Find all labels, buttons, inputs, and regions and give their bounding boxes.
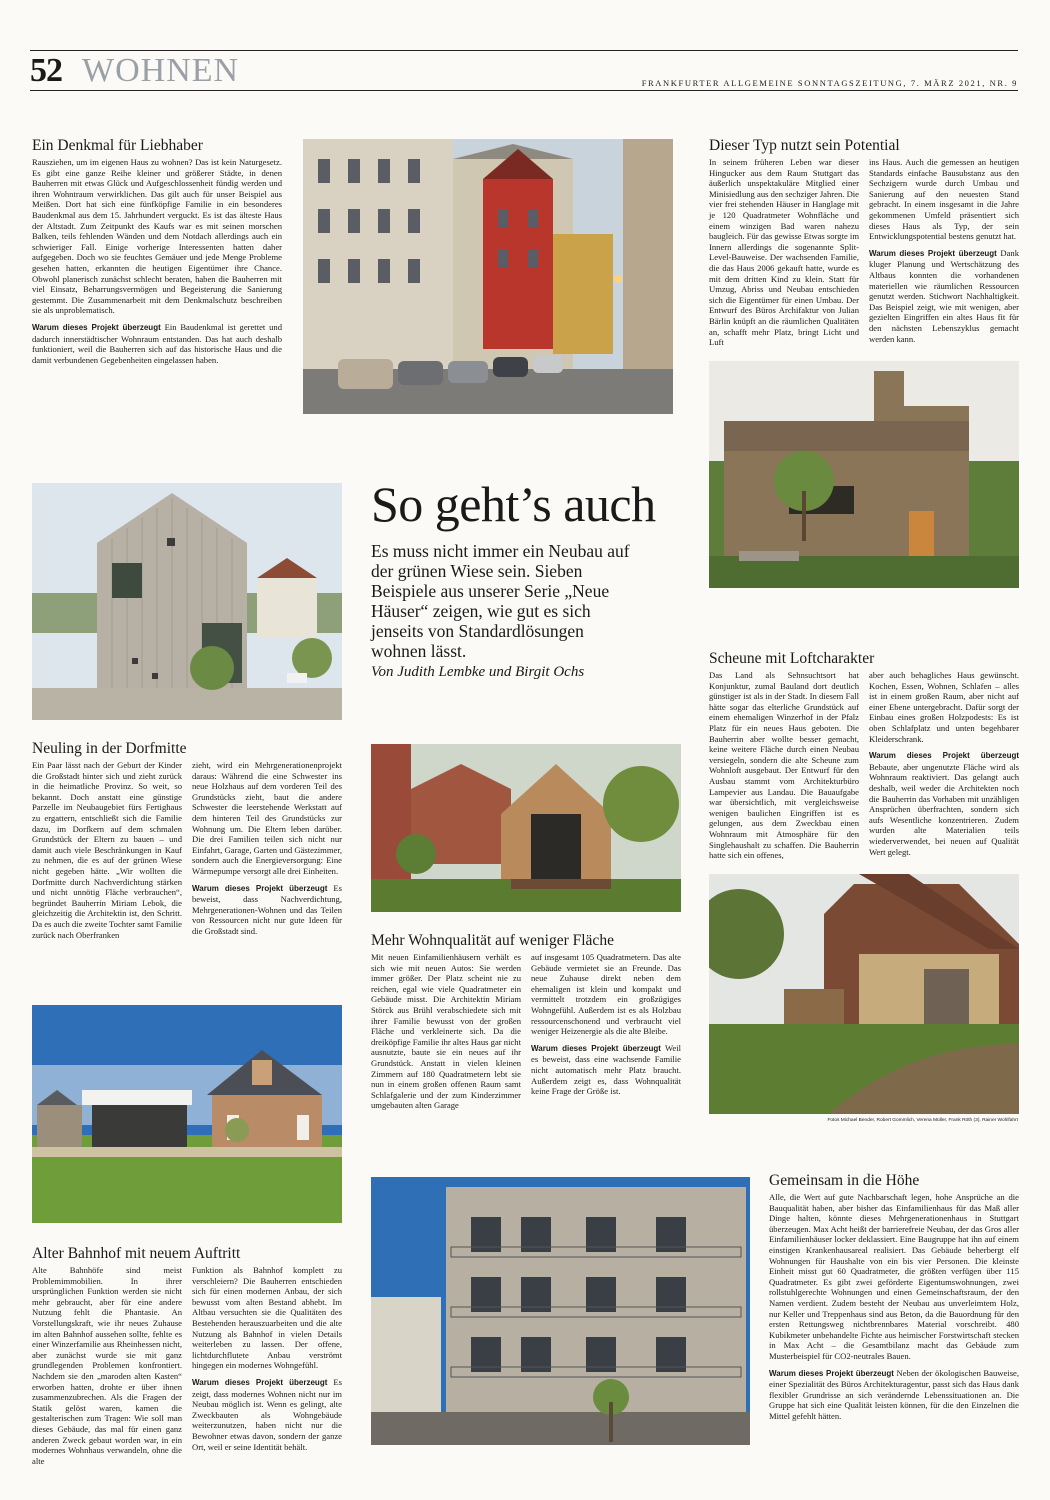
article-hoehe — [769, 1172, 1019, 1427]
verdict-lead: Warum dieses Projekt überzeugt — [32, 322, 161, 332]
article-scheune — [709, 650, 1019, 867]
article-title: Neuling in der Dorfmitte — [32, 740, 187, 757]
verdict-lead: Warum dieses Projekt überzeugt — [869, 751, 1019, 761]
street-photo — [303, 139, 673, 414]
verdict-lead: Warum dieses Projekt überzeugt — [192, 1377, 328, 1387]
top-rule — [30, 50, 1018, 51]
verdict-text: Neben der ökologischen Bauweise, einer Spezialität des Büros Architekturagentur, passt sich das Haus dank flexibler Grundrisse an sich verändernde Lebenssituationen an. Die Gruppe hat sich eine Qualität leisten können, für die den Einzelnen die Mittel gefehlt hätten. — [769, 1367, 1019, 1421]
article-body-cont: Funktion als Bahnhof komplett zu verschleiern? Die Bauherren entschieden sich für einen modernen Anbau, der sich bewusst vom alten Bestand abhebt. Im Altbau versuchten sie die Qualitäten des Bestehenden herauszuarbeiten und die alte Nutzung als Bahnhof in vielen Details weiterleben zu lassen. Der offene, lichtdurchflutete Anbau verströmt hingegen ein modernes Wohngefühl. — [192, 1265, 342, 1371]
article-body: Ein Paar lässt nach der Geburt der Kinder die Großstadt hinter sich und zieht zurück in die heimatliche Provinz. So weit, so bekannt. Doch anstatt eine günstige Parzelle im Neubaugebiet fürs Fertighaus zu ergattern, entschließt sich die Familie dazu, im Dorfkern auf dem schmalen Grundstück der Eltern zu bauen – und damit auch viele Beschränkungen in Kauf zu nehmen, die es auf der grünen Wiese nicht gegeben hätte. „Wir wollten die Dorfmitte durch Nachverdichtung stärken und nicht unnötig Fläche verbrauchen“, begründet Bauherrin Miriam Lebok, die gleichzeitig die Architektin ist, den Schritt. Da es auch die zweite Tochter samt Familie zurück nach Oberfranken — [32, 760, 182, 940]
verdict-text: Weil es beweist, dass eine wachsende Familie nicht automatisch mehr Platz braucht. Außerdem zeigt es, dass Wohnqualität keine Frage der Größe ist. — [531, 1042, 681, 1097]
article-title: Alter Bahnhof mit neuem Auftritt — [32, 1245, 241, 1262]
article-body: Alte Bahnhöfe sind meist Problemimmobilien. In ihrer ursprünglichen Funktion werden sie nicht mehr gebraucht, aber für eine andere Nutzung fehlt die Phantasie. An Vorstellungskraft, wie ihr neues Zuhause im alten Bahnhof aussehen sollte, fehlte es einer Winzerfamilie aus Rheinhessen nicht, aber zunächst wurde sie mit ganz grundlegenden Problemen konfrontiert. Nachdem sie den „maroden alten Kasten“ erworben hatten, drohte er über ihnen zusammenzubrechen. Als die Fragen der Statik gelöst waren, kamen die gestalterischen zum Tragen: Wie soll man dieses Gebäude, das mal für einen ganz anderen Zweck gebaut worden war, in ein modernes Wohnhaus verwandeln, ohne die alte — [32, 1265, 182, 1466]
article-title: Gemeinsam in die Höhe — [769, 1172, 920, 1189]
garden-house-photo — [371, 744, 681, 912]
station-photo — [32, 1005, 342, 1223]
article-wohnqualitaet — [371, 932, 681, 1117]
feature-deck: Es muss nicht immer ein Neubau auf der grünen Wiese sein. Sieben Beispiele aus unserer Serie „Neue Häuser“ zeigen, wie gut es sich jenseits von Standardlösungen wohnen lässt. — [371, 541, 630, 661]
verdict-lead: Warum dieses Projekt überzeugt — [531, 1043, 661, 1053]
house-photo — [709, 361, 1019, 588]
article-body-cont: ins Haus. Auch die gemessen an heutigen Standards einfache Bausubstanz aus den Sechzigern wurde durch Umbau und Sanierung auf den neuesten Stand gebracht. In einem insgesamt in die Jahre gekommenen Umfeld präsentiert sich dieses Haus als Typ, der sein Entwicklungspotential bestens genutzt hat. — [869, 157, 1019, 242]
article-neuling — [32, 740, 342, 946]
verdict-lead: Warum dieses Projekt überzeugt — [192, 883, 328, 893]
article-body: Das Land als Sehnsuchtsort hat Konjunktur, zumal Bauland dort deutlich günstiger ist als in der Stadt. In diesem Fall hätte sogar das elterliche Grundstück auf einem ehemaligen Winzerhof in der Pfalz Platz für ein neues Haus geboten. Die Bauherrin aber wollte besser gemacht, keine weitere Fläche durch einen Neubau versiegeln, sondern die alte Scheune zum Wohnloft ausgebaut. Der Entwurf für den Ausbau stammt vom Architekturbüro Lampevier aus Landau. Die Bauaufgabe war übersichtlich, mit vergleichsweise wenigen baulichen Eingriffen ist es gelungen, aus dem Zweckbau einen Wohnraum mit Atmosphäre für den Singlehaushalt zu schaffen. Die Bauherrin hatte sich ein offenes, — [709, 670, 859, 861]
verdict-text: Bebaute, aber ungenutzte Fläche wird als Wohnraum reaktiviert. Das gelangt auch deshalb, weil weder die Architekten noch die Bauherrin das Vorhaben mit unzähligen Ansprüchen überfrachten, sondern sich aufs Wesentliche konzentrieren. Zudem wurden alte Materialien teils wiederverwendet, bei neuen auf Qualität Wert gelegt. — [869, 761, 1019, 857]
building-photo — [371, 1177, 750, 1445]
article-body-cont: aber auch behagliches Haus gewünscht. Kochen, Essen, Wohnen, Schlafen – alles ist in einem großen Raum, aber nicht auf einer Ebene untergebracht. Dafür sorgt der Einbau eines großen Holzpodests: Es ist oben Schlafplatz und unten begehbarer Kleiderschrank. — [869, 670, 1019, 744]
page-number: 52 — [30, 52, 62, 89]
section-title: WOHNEN — [82, 52, 240, 89]
verdict-text: Dank kluger Planung und Wertschätzung des Altbaus konnten die vorhandenen materiellen wie räumlichen Ressourcen genutzt werden. Stichwort Nachhaltigkeit. Das Beispiel zeigt, wie mit wenigen, aber gezielten Eingriffen ein altes Haus fit für den nächsten Lebenszyklus gemacht werden kann. — [869, 247, 1020, 344]
article-body-cont: auf insgesamt 105 Quadratmetern. Das alte Gebäude vermietet sie an Freunde. Das neue Zuhause direkt neben dem ehemaligen ist klein und kompakt und vermittelt trotzdem ein großzügiges Wohngefühl. Außerdem ist es als Holzbau ressourcenschonend und verbraucht viel weniger Heizenergie als die alte Bleibe. — [531, 952, 681, 1037]
article-title: Dieser Typ nutzt sein Potential — [709, 137, 900, 154]
verdict-text: Es beweist, dass Nachverdichtung, Mehrgenerationen-Wohnen und das Teilen von Ressourcen nicht nur gute Ideen für die Großstadt sind. — [192, 882, 342, 936]
verdict-lead: Warum dieses Projekt überzeugt — [769, 1368, 894, 1378]
wooden-house-photo — [32, 483, 342, 720]
verdict-lead: Warum dieses Projekt überzeugt — [869, 248, 997, 258]
article-body: Alle, die Wert auf gute Nachbarschaft legen, hohe Ansprüche an die Bauqualität haben, aber bisher das Einfamilienhaus für das Maß aller Dinge halten, könnte dieses Mehrgenerationenhaus in Stuttgart überzeugen. Max Acht heißt der barrierefreie Neubau, der das Gros aller Einfamilienhäuser locker deklassiert. Eine Baugruppe hat ihn auf einem einstigen Krankenhausareal realisiert. Das Gebäude beherbergt elf Wohnungen für Haushalte von ein bis vier Personen. Die kleinste Einheit misst gut 60 Quadratmeter, die größten verfügen über 115 Quadratmeter. Es gibt zwei geförderte Eigentumswohnungen, zwei rollstuhlgerechte Wohnungen und einen Gemeinschaftsraum, der den Namen verdient. Zudem besteht der Neubau aus unverleimtem Holz, nur Keller und Treppenhaus sind aus Beton, da die Bauordnung für den ersten Rettungsweg nichtbrennbares Material vorschreibt. 480 Kubikmeter unbehandelte Fichte aus heimischer Forstwirtschaft stecken in Max Acht – die Gesamtbilanz macht das Gebäude zum Musterbeispiel für CO2-neutrales Bauen. — [769, 1192, 1019, 1361]
verdict-text: Es zeigt, dass modernes Wohnen nicht nur im Neubau möglich ist. Wenn es gelingt, alte Zweckbauten als Wohngebäude weiterzunutzen, haben nicht nur die Bewohner etwas davon, sondern der ganze Ort, weil er seine Identität behält. — [192, 1376, 342, 1452]
article-denkmal — [32, 137, 282, 371]
article-title: Mehr Wohnqualität auf weniger Fläche — [371, 932, 614, 949]
article-body: In seinem früheren Leben war dieser Hingucker aus dem Raum Stuttgart das äußerlich unspektakuläre Mitglied einer Minisiedlung aus den sechziger Jahren. Die vier frei stehenden Häuser in Hanglage mit je 120 Quadratmeter Wohnfläche und einem winzigen Bad waren nahezu baugleich. Für das gewisse Etwas sorgte im Innern allerdings die sogenannte Split-Level-Bauweise. Der wachsenden Familie, die das Haus 2006 gekauft hatte, wurde es mit dem dritten Kind zu klein. Statt für Umzug, Abriss und Neubau entschieden sich die Eigentümer für einen Umbau. Der Entwurf des Büros Archifaktur von Julian Bärlin knüpft an die räumlichen Qualitäten an, schafft mehr Platz, bringt Licht und Luft — [709, 157, 859, 348]
article-title: Ein Denkmal für Liebhaber — [32, 137, 203, 154]
article-body: Mit neuen Einfamilienhäusern verhält es sich wie mit neuen Autos: Sie werden immer größer. Der Platz scheint nie zu reichen, egal wie viele Quadratmeter ein Gebäude misst. Die Architektin Miriam Störck aus Brühl verabschiedete sich mit ihrer Familie bewusst von der großen Fläche und verkleinerte sich. Da die dreiköpfige Familie ihr altes Haus gar nicht ausnutzte, baute sie ein neues auf ihr Grundstück. Anstatt in vielen kleinen Zimmern auf 180 Quadratmetern lebt sie nun in einem großen offenen Raum samt Schlafgalerie und der zum Kinderzimmer umgebauten alten Garage — [371, 952, 521, 1111]
photo-credits: Fotos Michael Bender, Robert Gommlich, Verena Müller, Frank Röth (3), Rainer Wohlfahrt — [827, 1118, 1018, 1123]
masthead: FRANKFURTER ALLGEMEINE SONNTAGSZEITUNG, 7. MÄRZ 2021, NR. 9 — [641, 78, 1018, 88]
barn-photo — [709, 874, 1019, 1114]
verdict-text: Ein Baudenkmal ist gerettet und dadurch innerstädtischer Wohnraum entstanden. Das hat auch deshalb funktioniert, weil die Bauherren sich auf das historische Haus und die damit verbundenen Gegebenheiten eingelassen haben. — [32, 321, 282, 365]
article-typ — [709, 137, 1019, 354]
article-body-cont: zieht, wird ein Mehrgenerationenprojekt daraus: Während die eine Schwester ins neue Holzhaus auf dem vorderen Teil des Grundstücks zieht, baut die andere Schwester die leerstehende Werkstatt auf dem hinteren Teil des Grundstücks zur Wohnung um. Die Eltern leben darüber. Die drei Familien teilen sich nicht nur Einfahrt, Garage, Garten und Gästezimmer, sondern auch die Energieversorgung: Eine Wärmepumpe versorgt alle drei Einheiten. — [192, 760, 342, 876]
feature-byline: Von Judith Lembke und Birgit Ochs — [371, 664, 585, 680]
article-bahnhof — [32, 1245, 342, 1472]
header-rule — [30, 90, 1018, 91]
article-title: Scheune mit Loftcharakter — [709, 650, 875, 667]
feature-headline: So geht’s auch — [371, 476, 656, 532]
article-body: Rausziehen, um im eigenen Haus zu wohnen? Das ist kein Naturgesetz. Es gibt eine ganze Reihe kleiner und größerer Städte, in denen Bauherren mit etwas Glück und Aufgeschlossenheit fündig werden und ihren Wohntraum verwirklichen. Das gilt auch für unser Beispiel aus Meißen. Dort hat sich eine fünfköpfige Familie in ein besonderes Baudenkmal aus dem 15. Jahrhundert verguckt. Es ist das älteste Haus der Altstadt. Zum Zeitpunkt des Kaufs war es mit seinen morschen Balken, teils fehlenden Wänden und dem Notdach allerdings auch ein schwieriger Fall. Einige vorherige Interessenten hatten daher aufgegeben. Doch wo sie feuchtes Gemäuer und jede Menge Probleme gesehen hatten, erkannten die heutigen Eigentümer ihre Chance. Obwohl planerisch zunächst schlecht beraten, haben die Bauherren mit viel Einsatz, Beharrungsvermögen und Begeisterung die Sanierung gestemmt. Die Zusammenarbeit mit dem Denkmalschutz beschreiben sie als unproblematisch. — [32, 157, 282, 316]
